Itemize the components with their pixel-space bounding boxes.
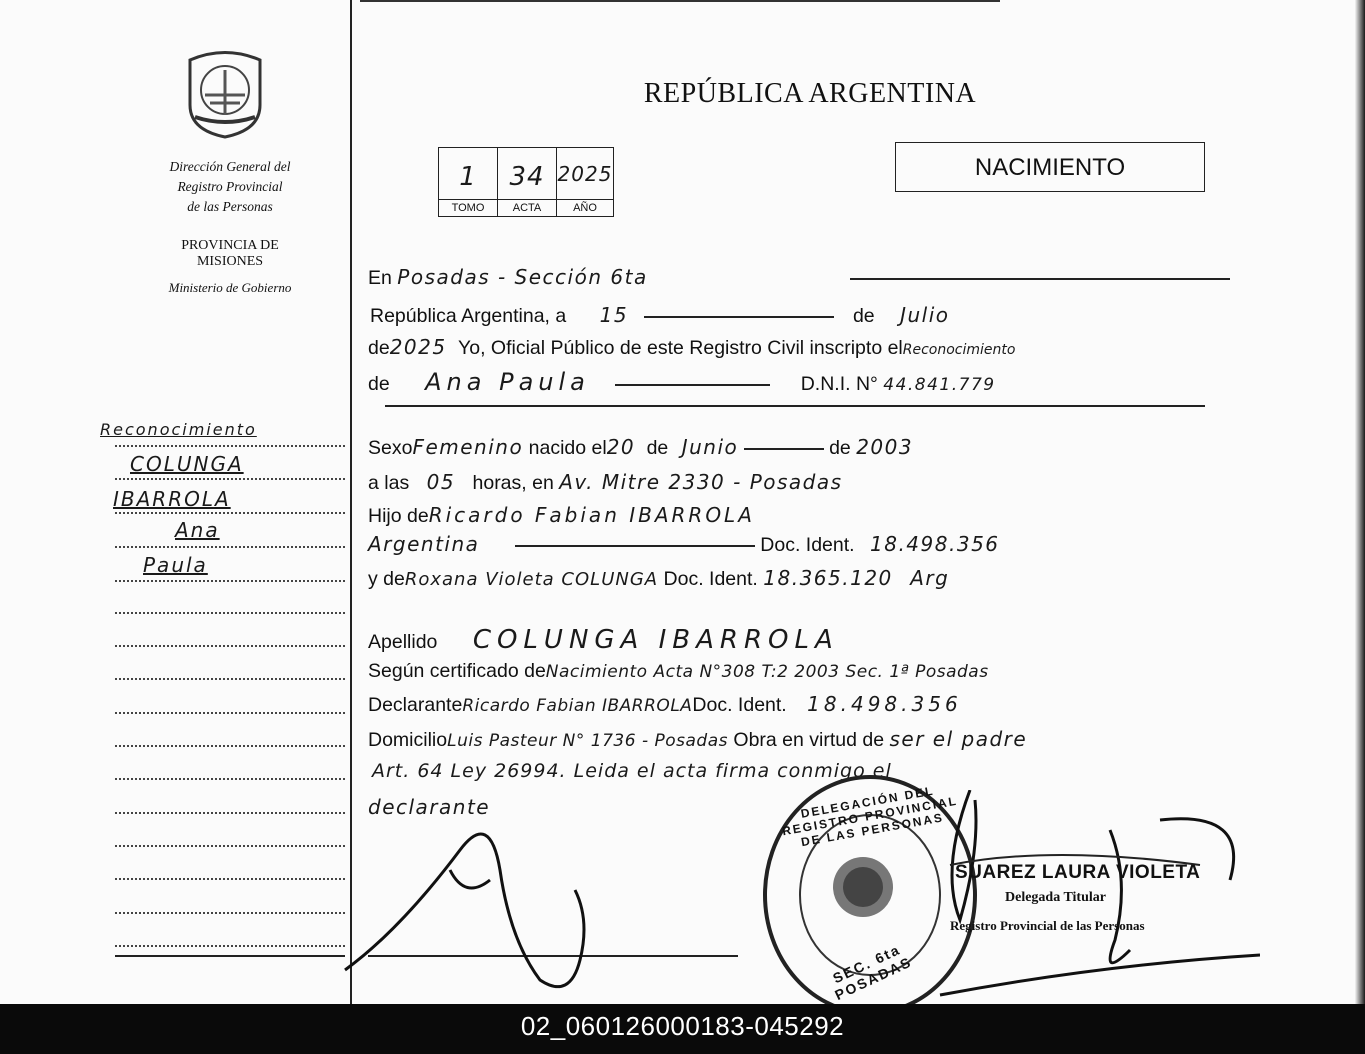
obra-line-2: Art. 64 Ley 26994. Leida el acta firma conmigo el <box>372 760 892 782</box>
margin-dotted-line <box>115 878 345 880</box>
mes-value: Julio <box>900 303 950 327</box>
stamp-inner-text: SEC. 6ta POSADAS <box>830 941 915 1004</box>
margin-dotted-line <box>115 645 345 647</box>
line-hora <box>368 470 843 495</box>
fill-rule <box>850 278 1230 280</box>
obra-value: ser el padre <box>889 727 1028 751</box>
fill-rule <box>515 545 755 547</box>
margin-dotted-line <box>115 845 345 847</box>
officer-name: SUAREZ LAURA VIOLETA <box>955 862 1201 883</box>
top-border-line <box>360 0 1000 2</box>
tomo-value: 1 <box>459 162 477 192</box>
margin-dotted-line <box>115 580 345 582</box>
margin-bottom-rule <box>115 955 345 957</box>
padre-value: Ricardo Fabian IBARROLA <box>428 503 755 527</box>
tomo-label: TOMO <box>439 199 497 216</box>
line-domicilio <box>368 727 1027 752</box>
stamp-outer-text: DELEGACIÓN DEL REGISTRO PROVINCIAL DE LAS PERSONAS <box>781 783 959 850</box>
fill-rule <box>385 405 1205 407</box>
dni-label: D.N.I. N° <box>800 373 878 395</box>
apellido-label: Apellido <box>368 631 438 653</box>
anio-registro-value: 2025 <box>389 335 447 359</box>
madre-value: Roxana Violeta COLUNGA <box>404 569 659 590</box>
hijo-label: Hijo de <box>368 505 429 527</box>
line-padre <box>368 503 755 528</box>
de2-label: de <box>368 337 390 359</box>
officer-org: Registro Provincial de las Personas <box>950 918 1145 933</box>
inscripto-value: Reconocimiento <box>902 342 1016 358</box>
margin-note-4: Ana <box>175 518 220 542</box>
nac-mes-value: Junio <box>681 435 739 459</box>
line-segun <box>368 660 989 683</box>
doc-ident-label: Doc. Ident. <box>663 568 758 590</box>
madre-nac-value: Arg <box>910 566 950 590</box>
obra-label: Obra en virtud de <box>733 729 885 751</box>
margin-dotted-line <box>115 812 345 814</box>
madre-doc-value: 18.365.120 <box>763 566 893 590</box>
provincia-text: PROVINCIA DE MISIONES <box>181 238 279 269</box>
padre-nac-value: Argentina <box>368 532 480 556</box>
horas-label: horas, en <box>472 472 554 494</box>
margin-note-5: Paula <box>143 553 208 577</box>
ministerio-text: Ministerio de Gobierno <box>168 280 292 295</box>
obra-line-3: declarante <box>368 795 491 819</box>
anio-value: 2025 <box>557 162 613 186</box>
margin-dotted-line <box>115 712 345 714</box>
line-nombre <box>368 368 996 396</box>
margin-dotted-line <box>115 912 345 914</box>
segun-label: Según certificado de <box>368 660 546 682</box>
yo-text: Yo, Oficial Público de este Registro Civil inscripto el <box>458 337 903 359</box>
dni-value: 44.841.779 <box>883 375 996 395</box>
scan-edge-shadow <box>1355 0 1365 1004</box>
apellido-value: COLUNGA IBARROLA <box>472 625 839 655</box>
fill-rule <box>744 448 824 450</box>
de3-label: de <box>368 373 390 395</box>
anio-cell <box>556 147 614 217</box>
acta-label: ACTA <box>498 199 556 216</box>
sexo-label: Sexo <box>368 437 413 459</box>
page-title: REPÚBLICA ARGENTINA <box>643 78 977 109</box>
dia-value: 15 <box>599 303 629 327</box>
declarante-doc-value: 18.498.356 <box>807 692 962 716</box>
line-republica <box>370 303 950 328</box>
declarant-signature-icon <box>340 810 600 1000</box>
line-apellido <box>368 625 839 655</box>
nacido-label: nacido el <box>528 437 607 459</box>
segun-value: Nacimiento Acta N°308 T:2 2003 Sec. 1ª Posadas <box>545 662 989 682</box>
en-value: Posadas - Sección 6ta <box>397 265 648 289</box>
declarante-label: Declarante <box>368 694 463 716</box>
margin-dotted-line <box>115 512 345 514</box>
de5-label: de <box>829 437 851 459</box>
sexo-value: Femenino <box>412 435 524 459</box>
tomo-acta-anio-box <box>438 147 614 217</box>
margin-dotted-line <box>115 745 345 747</box>
en-label: En <box>368 267 392 289</box>
nombre-value: Ana Paula <box>425 368 590 396</box>
margin-dotted-line <box>115 612 345 614</box>
officer-role: Delegada Titular <box>1005 890 1106 905</box>
republica-label: República Argentina, a <box>370 305 567 327</box>
line-padre-doc <box>368 532 1000 557</box>
acta-value: 34 <box>509 162 545 192</box>
padre-doc-value: 18.498.356 <box>870 532 1000 556</box>
domicilio-value: Luis Pasteur N° 1736 - Posadas <box>447 731 728 751</box>
province-crest-icon <box>180 45 270 140</box>
yde-label: y de <box>368 568 405 590</box>
fill-rule <box>615 384 770 386</box>
document-code-footer: 02_060126000183-045292 <box>0 1004 1365 1054</box>
domicilio-label: Domicilio <box>368 729 448 751</box>
margin-dotted-line <box>115 478 345 480</box>
margin-dotted-line <box>115 546 345 548</box>
anio-label: AÑO <box>557 199 613 216</box>
line-sexo <box>368 435 913 460</box>
alas-label: a las <box>368 472 410 494</box>
margin-note-2: COLUNGA <box>130 452 244 476</box>
nac-dia-value: 20 <box>606 435 636 459</box>
doc-ident-label: Doc. Ident. <box>760 534 855 556</box>
line-en <box>368 265 648 290</box>
margin-dotted-line <box>115 445 345 447</box>
fill-rule <box>644 316 834 318</box>
margin-dotted-line <box>115 678 345 680</box>
acta-type-box: NACIMIENTO <box>895 142 1205 192</box>
hora-value: 05 <box>426 470 456 494</box>
line-declarante <box>368 692 962 717</box>
line-yo <box>368 335 1015 360</box>
nac-anio-value: 2003 <box>856 435 914 459</box>
margin-dotted-line <box>115 778 345 780</box>
lugar-value: Av. Mitre 2330 - Posadas <box>559 470 843 494</box>
de4-label: de <box>646 437 669 459</box>
margin-note-3: IBARROLA <box>113 487 231 511</box>
doc-ident-label: Doc. Ident. <box>692 694 787 716</box>
direccion-general-text: Dirección General del Registro Provincial de las Personas <box>169 159 291 214</box>
acta-cell <box>497 147 557 217</box>
margin-note-1: Reconocimiento <box>100 420 257 439</box>
declarante-value: Ricardo Fabian IBARROLA <box>462 696 693 716</box>
tomo-cell <box>438 147 498 217</box>
de-label: de <box>852 305 875 327</box>
margin-dotted-line <box>115 945 345 947</box>
line-madre <box>368 566 949 591</box>
